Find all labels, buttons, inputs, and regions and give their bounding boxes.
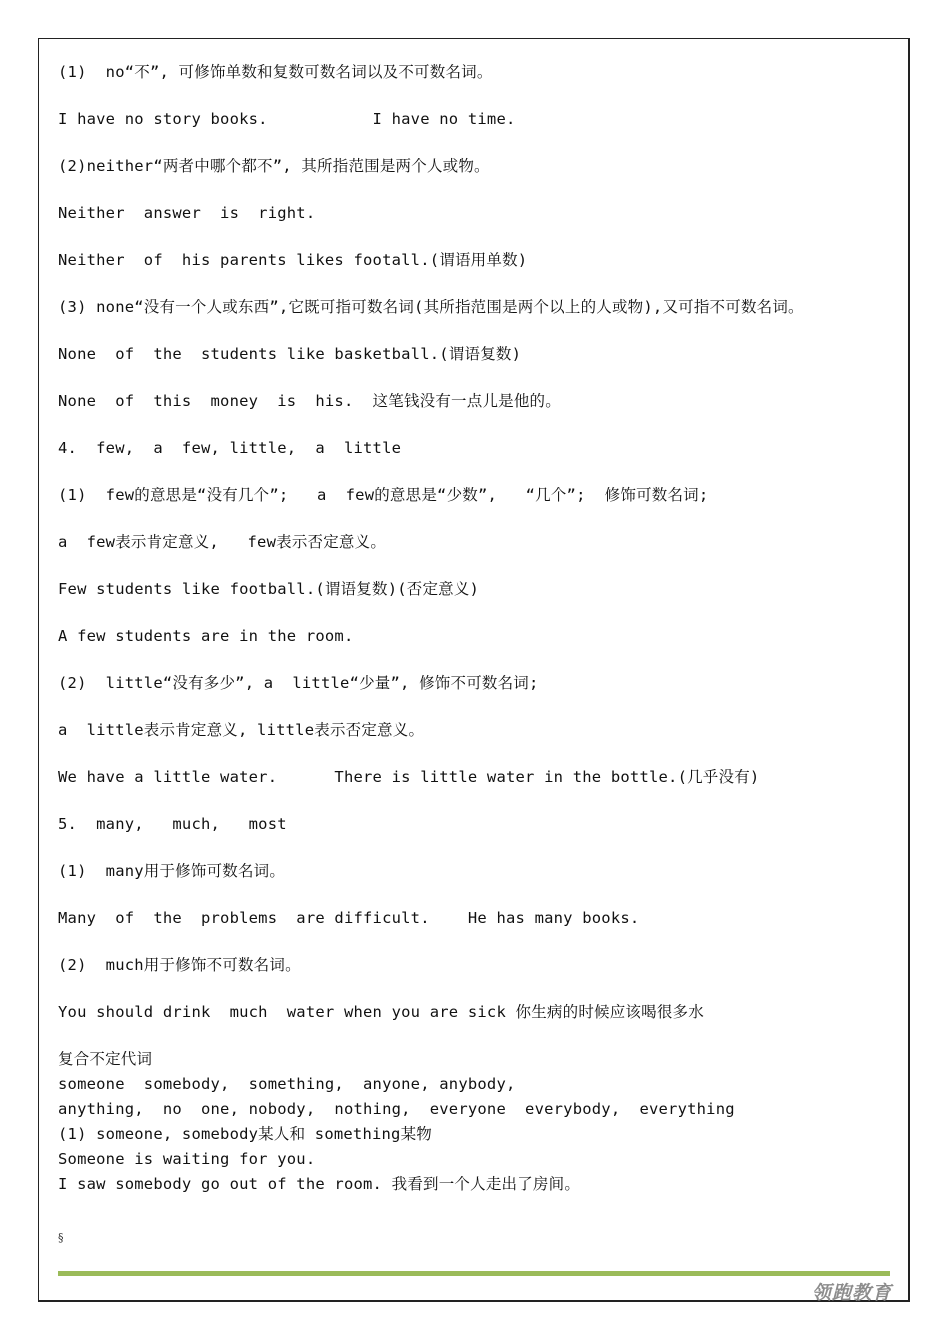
text-line: a little表示肯定意义, little表示否定意义。: [58, 721, 425, 739]
footer-rule: [58, 1271, 890, 1276]
section-mark: §: [58, 1231, 64, 1244]
text-line: (2)neither“两者中哪个都不”, 其所指范围是两个人或物。: [58, 157, 490, 175]
text-line: Neither of his parents likes footall.(谓语用单数): [58, 251, 528, 269]
text-line: (1) no“不”, 可修饰单数和复数可数名词以及不可数名词。: [58, 63, 493, 81]
text-line: Neither answer is right.: [58, 204, 316, 222]
text-line: (1) few的意思是“没有几个”; a few的意思是“少数”, “几个”; 修饰可数名词;: [58, 486, 709, 504]
text-line: 4. few, a few, little, a little: [58, 439, 402, 457]
text-line: anything, no one, nobody, nothing, everyone everybody, everything: [58, 1100, 735, 1118]
text-line: Someone is waiting for you.: [58, 1150, 316, 1168]
text-line: You should drink much water when you are sick 你生病的时候应该喝很多水: [58, 1003, 704, 1021]
text-line: a few表示肯定意义, few表示否定意义。: [58, 533, 387, 551]
text-line: (1) many用于修饰可数名词。: [58, 862, 286, 880]
text-line: I have no story books. I have no time.: [58, 110, 516, 128]
text-line: (3) none“没有一个人或东西”,它既可指可数名词(其所指范围是两个以上的人或物),又可指不可数名词。: [58, 298, 804, 316]
text-line: A few students are in the room.: [58, 627, 354, 645]
section-heading: 复合不定代词: [58, 1050, 153, 1068]
text-line: I saw somebody go out of the room. 我看到一个人走出了房间。: [58, 1175, 581, 1193]
text-line: someone somebody, something, anyone, anybody,: [58, 1075, 516, 1093]
text-line: None of the students like basketball.(谓语复数): [58, 345, 522, 363]
text-line: Few students like football.(谓语复数)(否定意义): [58, 580, 480, 598]
text-line: (2) little“没有多少”, a little“少量”, 修饰不可数名词;: [58, 674, 539, 692]
text-line: 5. many, much, most: [58, 815, 287, 833]
text-line: None of this money is his. 这笔钱没有一点儿是他的。: [58, 392, 561, 410]
brand-logo: 领跑教育: [811, 1282, 892, 1304]
document-body: [58, 60, 898, 1197]
text-line: (1) someone, somebody某人和 something某物: [58, 1125, 432, 1143]
text-line: (2) much用于修饰不可数名词。: [58, 956, 301, 974]
text-line: Many of the problems are difficult. He has many books.: [58, 909, 640, 927]
text-line: We have a little water. There is little water in the bottle.(几乎没有): [58, 768, 760, 786]
